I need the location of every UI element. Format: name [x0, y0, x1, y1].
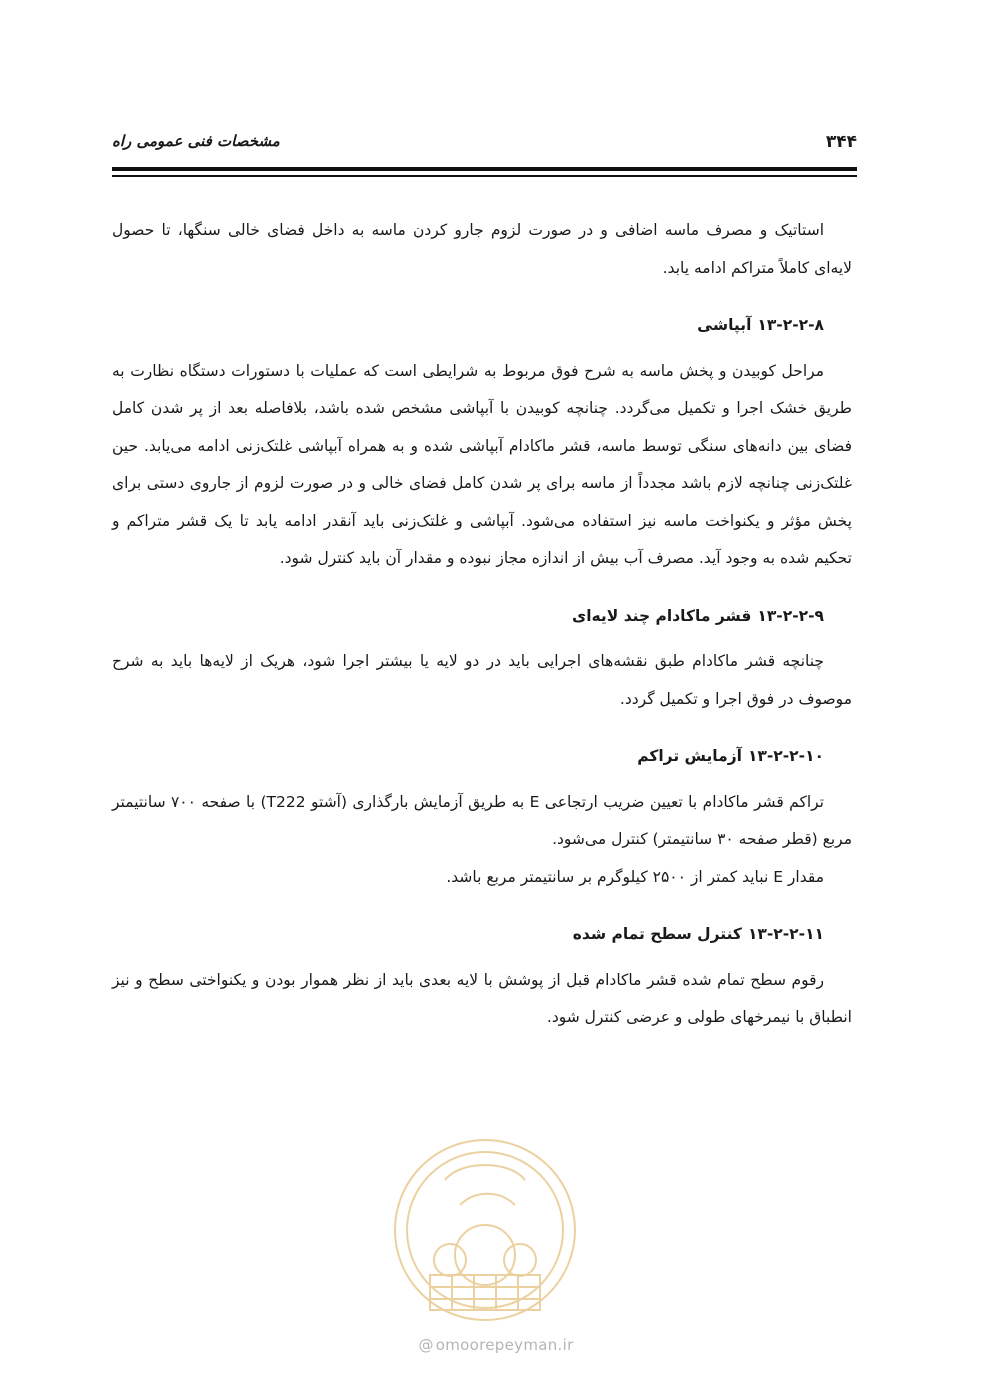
section-number: ۱۳-۲-۲-۹	[757, 606, 824, 625]
header-rule-thick	[112, 167, 857, 171]
section-heading-8	[112, 307, 852, 345]
watermark-text: omoorepeyman.ir	[435, 1336, 574, 1354]
section-title: آزمایش تراکم	[637, 747, 742, 765]
section-title: قشر ماکادام چند لایه‌ای	[572, 606, 752, 625]
section-number: ۱۳-۲-۲-۸	[757, 316, 824, 334]
section-paragraph: چنانچه قشر ماکادام طبق نقشه‌های اجرایی باید در دو لایه یا بیشتر اجرا شود، هریک از لایه‌ها باید به شرح موصوف در فوق اجرا و تکمیل گردد.	[112, 652, 852, 708]
section-paragraph: رقوم سطح تمام شده قشر ماکادام قبل از پوشش با لایه بعدی باید از نظر هموار بودن و یکنواختی سطح و نیز انطباق با نیمرخهای طولی و عرضی کنترل شود.	[112, 970, 852, 1026]
section-paragraph: تراکم قشر ماکادام با تعیین ضریب ارتجاعی E به طریق آزمایش بارگذاری (آشتو T222) با صفحه ۷۰۰ سانتیمتر مربع (قطر صفحه ۳۰ سانتیمتر) کنترل می‌شود.	[112, 792, 852, 848]
page-header	[112, 128, 857, 162]
page-number: ۳۴۴	[825, 132, 857, 152]
watermark-seal-icon	[390, 1135, 580, 1325]
section-title: کنترل سطح تمام شده	[572, 925, 742, 943]
section-heading-11	[112, 916, 852, 954]
section-heading-9	[112, 598, 852, 636]
header-rule-thin	[112, 175, 857, 177]
section-number: ۱۳-۲-۲-۱۰	[747, 747, 824, 765]
body-content	[112, 212, 852, 1037]
section-title: آبپاشی	[697, 316, 752, 334]
watermark-footer	[0, 1336, 992, 1354]
at-sign-icon: @	[418, 1336, 434, 1354]
section-number: ۱۳-۲-۲-۱۱	[747, 925, 824, 943]
section-paragraph: مراحل کوبیدن و پخش ماسه به شرح فوق مربوط به شرایطی است که عملیات با دستورات دستگاه نظارت به طریق خشک اجرا و تکمیل می‌گردد. چنانچه کوبیدن با آبپاشی مشخص شده باشد، بلافاصله بعد از پر شدن کامل فضای بین دانه‌های سنگی توسط ماسه، قشر ماکادام آبپاشی شده و به همراه آبپاشی غلتک‌زنی ادامه می‌یابد. حین غلتک‌زنی چنانچه لازم باشد مجدداً از ماسه برای پر شدن کامل فضای خالی و در صورت لزوم از جاروی دستی برای پخش مؤثر و یکنواخت ماسه نیز استفاده می‌شود. آبپاشی و غلتک‌زنی باید آنقدر ادامه یابد تا یک قشر متراکم و تحکیم شده به وجود آید. مصرف آب بیش از اندازه مجاز نبوده و مقدار آن باید کنترل شود.	[112, 361, 852, 567]
intro-paragraph: استاتیک و مصرف ماسه اضافی و در صورت لزوم جارو کردن ماسه به داخل فضای خالی سنگها، تا حصول لایه‌ای کاملاً متراکم ادامه یابد.	[112, 221, 852, 277]
section-paragraph: مقدار E نباید کمتر از ۲۵۰۰ کیلوگرم بر سانتیمتر مربع باشد.	[446, 867, 824, 886]
running-title: مشخصات فنی عمومی راه	[112, 132, 280, 150]
section-heading-10	[112, 738, 852, 776]
